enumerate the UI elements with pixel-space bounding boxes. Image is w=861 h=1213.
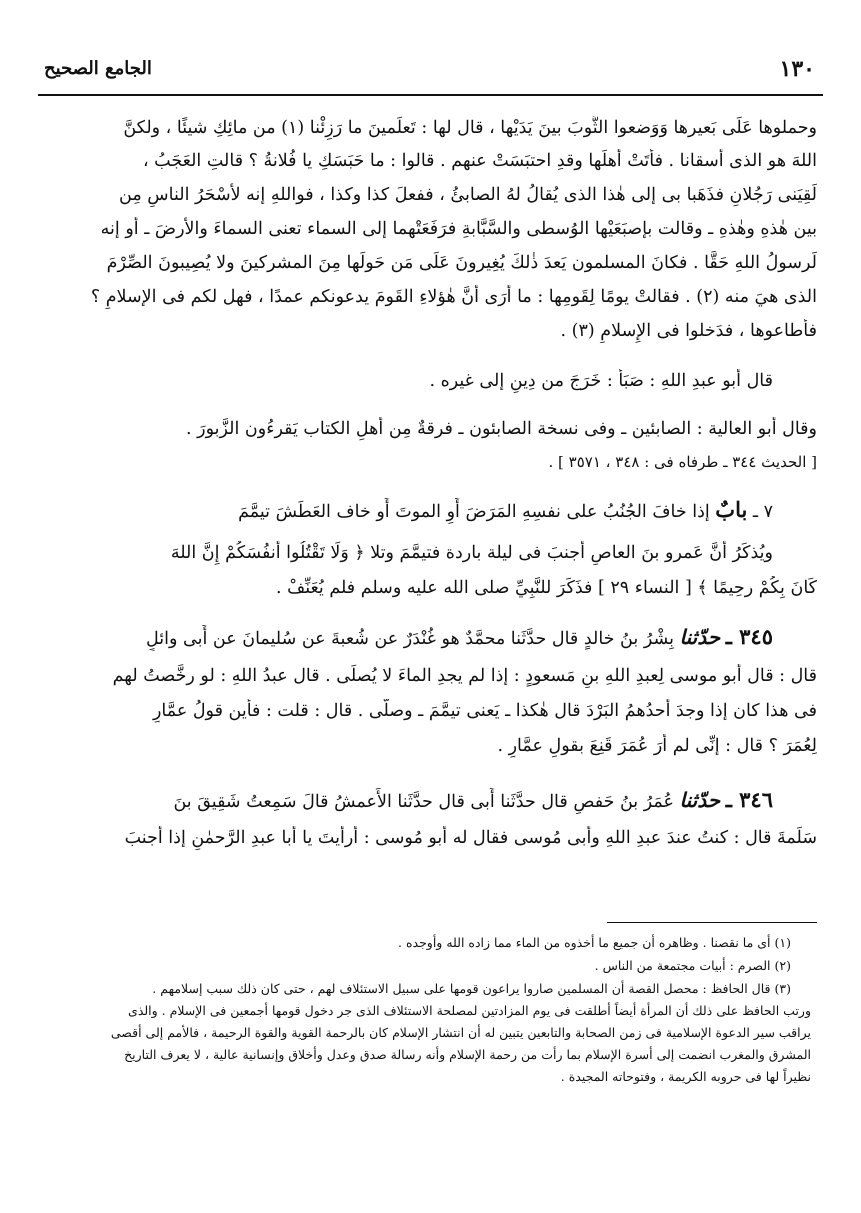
text-line: اللهَ هو الذى أَسقانا . فأَتَتْ أهلَها وقدِ احتبَسَتْ عنهم . قالوا : ما حَبَسَكِ يا فُلانةُ ؟ قالتِ العَجَبُ ، [142, 151, 817, 171]
footnote-rule [607, 922, 817, 923]
text-line: لِعُمَرَ ؟ قال : إنِّى لم أَرَ عُمَرَ قَنِعَ بقولِ عمَّارٍ . [497, 736, 817, 756]
text-line: لَقِيَنى رَجُلانِ فذَهَبا بى إلى هٰذا الذى يُقالُ لهُ الصابئُ ، ففعلَ كذا وكذا ، فواللهِ إنه لأَسْحَرُ الناسِ مِن [119, 185, 817, 205]
hadith-number: ٣٤٦ ـ [725, 788, 773, 812]
footnote: (١) أى ما نقصنا . وظاهره أن جميع ما أخذوه من الماء مما زاده الله وأوجده . [398, 935, 791, 950]
footnote-line: نظيراً لها فى حروبه الكريمة ، وفتوحاته المجيدة . [560, 1069, 811, 1084]
hadith-text: عُمَرُ بنُ حَفصٍ قال حدَّثَنا أَبى قال حدَّثَنا الأَعمشُ قالَ سَمِعتُ شَقِيقَ بنَ [173, 792, 674, 812]
footnote-line: ورتب الحافظ على ذلك أن المرأة أيضاً أطلقت فى يوم المزادتين لمصلحة الاستئلاف الذى جر دخول قومها أجمعين فى الإسلام . والذى [128, 1003, 811, 1018]
text-line: فى هذا كان إذا وجدَ أَحدُهمُ البَرْدَ قال هٰكذا ـ يَعنى تيمَّمَ ـ وصلَّى . قال : قلت : فأَين قولُ عمَّارٍ [152, 701, 817, 721]
hadith-opening-line [44, 788, 773, 814]
page-header [38, 56, 823, 90]
commentary-line: قال أَبو عبدِ اللهِ : صَبَأَ : خَرَجَ من دِينٍ إلى غيره . [429, 371, 773, 391]
source-reference: [ الحديث ٣٤٤ ـ طرفاه فى : ٣٤٨ ، ٣٥٧١ ] . [548, 453, 817, 471]
footnote: (٣) قال الحافظ : محصل القصة أن المسلمين صاروا يراعون قومها على سبيل الاستئلاف لهم ، حتى كان ذلك سبب إسلامهم . [152, 981, 791, 996]
haddathana-word: حدّثنا [679, 788, 721, 812]
text-line: لَرسولُ اللهِ حَقًّا . فكانَ المسلمون يَعدَ ذٰلكَ يُغِيرونَ عَلَى مَن حَولَها مِنَ المشركينَ ولا يُصِيبونَ الصِّرْمَ [106, 253, 817, 273]
page-number: ١٣٠ [779, 56, 815, 82]
text-line: ويُذكَرُ أَنَّ عَمرو بنَ العاصِ أَجنبَ فى ليلة باردة فتيمَّمَ وتلا ﴿ وَلَا تَقْتُلُوا أَنفُسَكُمْ إِنَّ اللهَ [170, 543, 773, 563]
chapter-heading [44, 498, 773, 524]
chapter-number: ٧ ـ [752, 502, 773, 522]
footnote-line: المشرق والمغرب انضمت إلى أسرة الإسلام بما رأت من رحمة الإسلام وأنه رسالة صدق وعدل وأخلاق وإنسانية عالية ، لا يعرف التاريخ [124, 1047, 811, 1062]
footnote: (٢) الصرم : أبيات مجتمعة من الناس . [594, 958, 791, 973]
header-rule [38, 94, 823, 96]
text-line: وحملوها عَلَى بَعيرها وَوَضعوا الثَّوبَ بينَ يَدَيْها ، قال لها : تَعلَمينَ ما رَزِئْنا (١) من مائِكِ شيئًا ، ولكنَّ [123, 118, 817, 138]
text-line: قال : قال أَبو موسى لِعبدِ اللهِ بنِ مَسعودٍ : إذا لم يجدِ الماءَ لا يُصلِّى . قال عبدُ اللهِ : لو رخَّصتُ لهم [112, 666, 817, 686]
haddathana-word: حدّثنا [679, 625, 721, 649]
commentary-line: وقال أَبو العالية : الصابئين ـ وفى نسخة الصابئون ـ فرقةٌ مِن أَهلِ الكتاب يَقرءُون الزَّبورَ . [186, 419, 817, 439]
text-line: الذى هيَ منه (٢) . فقالتْ يومًا لِقَومِها : ما أَرَى أَنَّ هٰؤلاءِ القَومَ يدعونكم عمدًا ، فهل لكم فى الإسلامِ ؟ [90, 287, 817, 307]
hadith-text: بِشْرُ بنُ خالدٍ قال حدَّثَنا محمَّدٌ هو غُنْدَرٌ عن شُعبةَ عن سُليمانَ عن أَبى وائلٍ [146, 629, 674, 649]
hadith-number: ٣٤٥ ـ [725, 625, 773, 649]
chapter-word: بابٌ [715, 498, 748, 522]
text-line: فأَطاعوها ، فدَخلوا فى الإِسلامِ (٣) . [560, 321, 817, 341]
text-line: كَانَ بِكُمْ رحِيمًا ﴾ [ النساء ٢٩ ] فذَكَرَ للنَّبِيِّ صلى الله عليه وسلم فلم يُعَنِّفْ . [275, 578, 817, 598]
footnote-line: يراقب سير الدعوة الإسلامية فى زمن الصحابة والتابعين يتبين له أن انتشار الإسلام كان بالرحمة القوية والقوة الرحيمة ، فالأمم إلى أقصى [110, 1025, 811, 1040]
running-title: الجامع الصحيح [44, 58, 152, 79]
hadith-opening-line [44, 625, 773, 651]
text-line: سَلَمةَ قال : كنتُ عندَ عبدِ اللهِ وأَبى مُوسى فقال له أَبو مُوسى : أَرأَيتَ يا أَبا عبدِ الرَّحمٰنِ إذا أَجنبَ [124, 828, 817, 848]
chapter-title: إذا خافَ الجُنُبُ على نفسِهِ المَرَضَ أَوِ الموتَ أَو خاف العَطَشَ تيمَّمَ [238, 502, 710, 522]
text-line: بين هٰذهِ وهٰذهِ ـ وقالت بإصبَعَيْها الوُسطى والسَّبَّابةِ فرَفَعَتْهما إلى السماء تعنى السماءَ والأَرضَ ـ أو إنه [100, 219, 817, 239]
